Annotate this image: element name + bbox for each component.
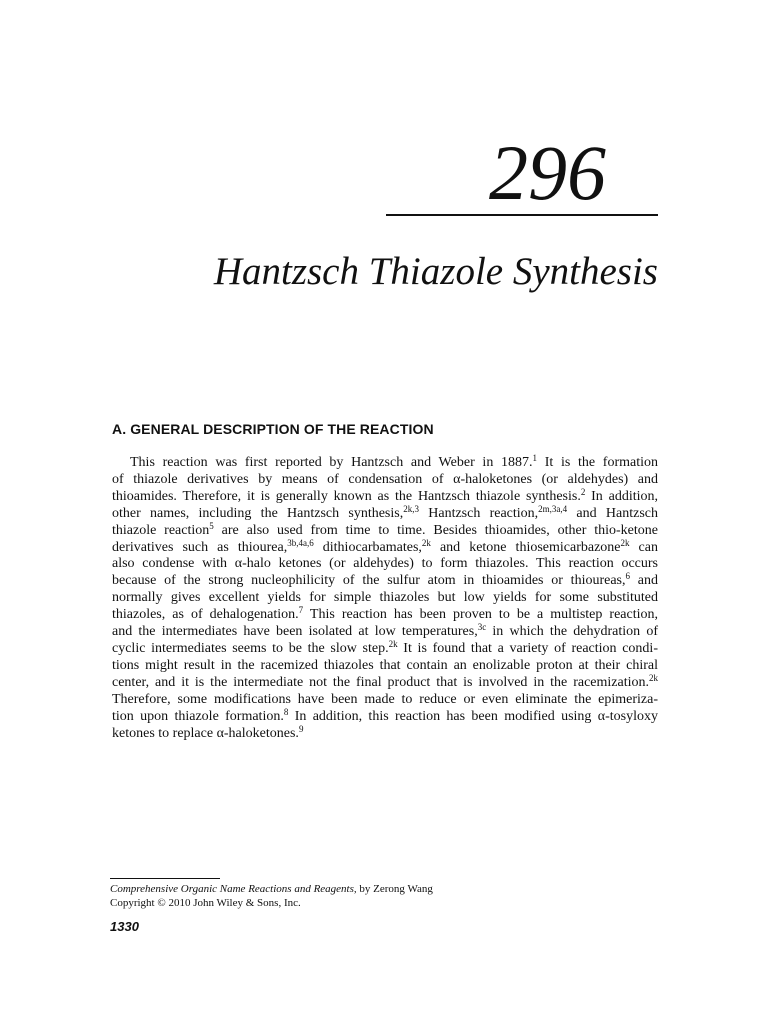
text-run: center, and it is the intermediate not the final product that is involved in the racemization. xyxy=(112,674,649,690)
text-run: In addition, this reaction has been modified using α-tosyloxy xyxy=(288,708,659,724)
reference-superscript: 7 xyxy=(298,605,304,616)
text-run: Therefore, some modifications have been made to reduce or even eliminate the epimeriza- xyxy=(112,691,658,707)
text-run: and the intermediates have been isolated at low temperatures, xyxy=(112,624,478,640)
paragraph-line xyxy=(112,624,658,641)
text-run: ketones to replace α-haloketones. xyxy=(112,725,299,741)
paragraph-line xyxy=(112,472,658,489)
text-run: derivatives such as thiourea, xyxy=(112,539,288,555)
text-run: This reaction was first reported by Hantzsch and Weber in 1887. xyxy=(130,455,533,470)
footnote xyxy=(110,882,433,910)
chapter-title: Hantzsch Thiazole Synthesis xyxy=(213,250,658,293)
text-run: can xyxy=(629,539,658,555)
reference-superscript: 6 xyxy=(625,571,631,582)
footnote-book-title: Comprehensive Organic Name Reactions and Reagents, xyxy=(110,883,357,895)
reference-superscript: 2k xyxy=(388,638,398,649)
text-run: It is the formation xyxy=(537,455,658,470)
footnote-source xyxy=(110,882,433,896)
text-run: in which the dehydration of xyxy=(486,624,658,640)
text-run: and xyxy=(630,573,658,589)
text-run: also condense with α-halo ketones (or aldehydes) to form thiazoles. This reaction occurs xyxy=(112,556,658,572)
text-run: This reaction has been proven to be a multistep reaction, xyxy=(303,607,658,623)
paragraph-line xyxy=(112,638,658,658)
text-run: other names, including the Hantzsch synthesis, xyxy=(112,505,404,521)
text-run: thioamides. Therefore, it is generally known as the Hantzsch thiazole synthesis. xyxy=(112,488,581,504)
page-number: 1330 xyxy=(110,919,139,934)
footnote-copyright: Copyright © 2010 John Wiley & Sons, Inc. xyxy=(110,897,301,909)
paragraph-line xyxy=(112,590,658,607)
chapter-number: 296 xyxy=(489,129,606,216)
text-run: cyclic intermediates seems to be the slow step. xyxy=(112,640,389,656)
paragraph-line xyxy=(112,520,658,540)
text-run: and ketone thiosemicarbazone xyxy=(430,539,621,555)
text-run: tions might result in the racemized thiazoles that contain an enolizable proton at their chiral xyxy=(112,657,658,673)
paragraph-line xyxy=(112,672,658,692)
paragraph-line xyxy=(112,573,658,590)
reference-superscript: 2k xyxy=(620,537,630,548)
paragraph-line xyxy=(112,723,658,743)
paragraph-line xyxy=(112,455,658,472)
text-run: normally gives excellent yields for simple thiazoles but low yields for some substituted xyxy=(112,590,658,606)
text-run: of thiazole derivatives by means of condensation of α-haloketones (or aldehydes) and xyxy=(112,471,658,487)
reference-superscript: 2k,3 xyxy=(403,503,419,514)
paragraph-line xyxy=(112,607,658,624)
section-heading: A. GENERAL DESCRIPTION OF THE REACTION xyxy=(112,421,434,437)
footnote-author: by Zerong Wang xyxy=(356,883,433,895)
text-run: and Hantzsch xyxy=(567,505,658,521)
paragraph-line xyxy=(112,692,658,709)
reference-superscript: 2k xyxy=(421,537,431,548)
reference-superscript: 9 xyxy=(298,723,304,734)
text-run: dithiocarbamates, xyxy=(313,539,422,555)
reference-superscript: 5 xyxy=(209,520,214,531)
text-run: thiazoles, as of dehalogenation. xyxy=(112,607,299,623)
reference-superscript: 3b,4a,6 xyxy=(287,537,314,548)
text-run: It is found that a variety of reaction condi- xyxy=(397,640,658,656)
paragraph-line xyxy=(112,537,658,557)
text-run: because of the strong nucleophilicity of the sulfur atom in thioamides or thioureas, xyxy=(112,573,626,589)
reference-superscript: 3c xyxy=(477,622,487,633)
reference-superscript: 8 xyxy=(283,706,289,717)
paragraph-line xyxy=(112,706,659,726)
text-run: thiazole reaction xyxy=(112,522,210,538)
reference-superscript: 2 xyxy=(580,486,586,497)
footnote-rule xyxy=(110,878,220,879)
reference-superscript: 2m,3a,4 xyxy=(538,503,568,514)
text-run: tion upon thiazole formation. xyxy=(112,708,284,724)
paragraph-line xyxy=(112,503,658,523)
paragraph-line xyxy=(112,486,659,506)
text-run: are also used from time to time. Besides thioamides, other thio-ketone xyxy=(213,522,658,538)
chapter-rule xyxy=(386,214,658,216)
text-run: Hantzsch reaction, xyxy=(418,505,539,521)
paragraph-line xyxy=(112,556,658,573)
reference-superscript: 2k xyxy=(649,672,658,683)
body-paragraph xyxy=(112,455,658,742)
paragraph-line xyxy=(112,658,658,675)
reference-superscript: 1 xyxy=(532,453,538,463)
text-run: In addition, xyxy=(585,488,659,504)
